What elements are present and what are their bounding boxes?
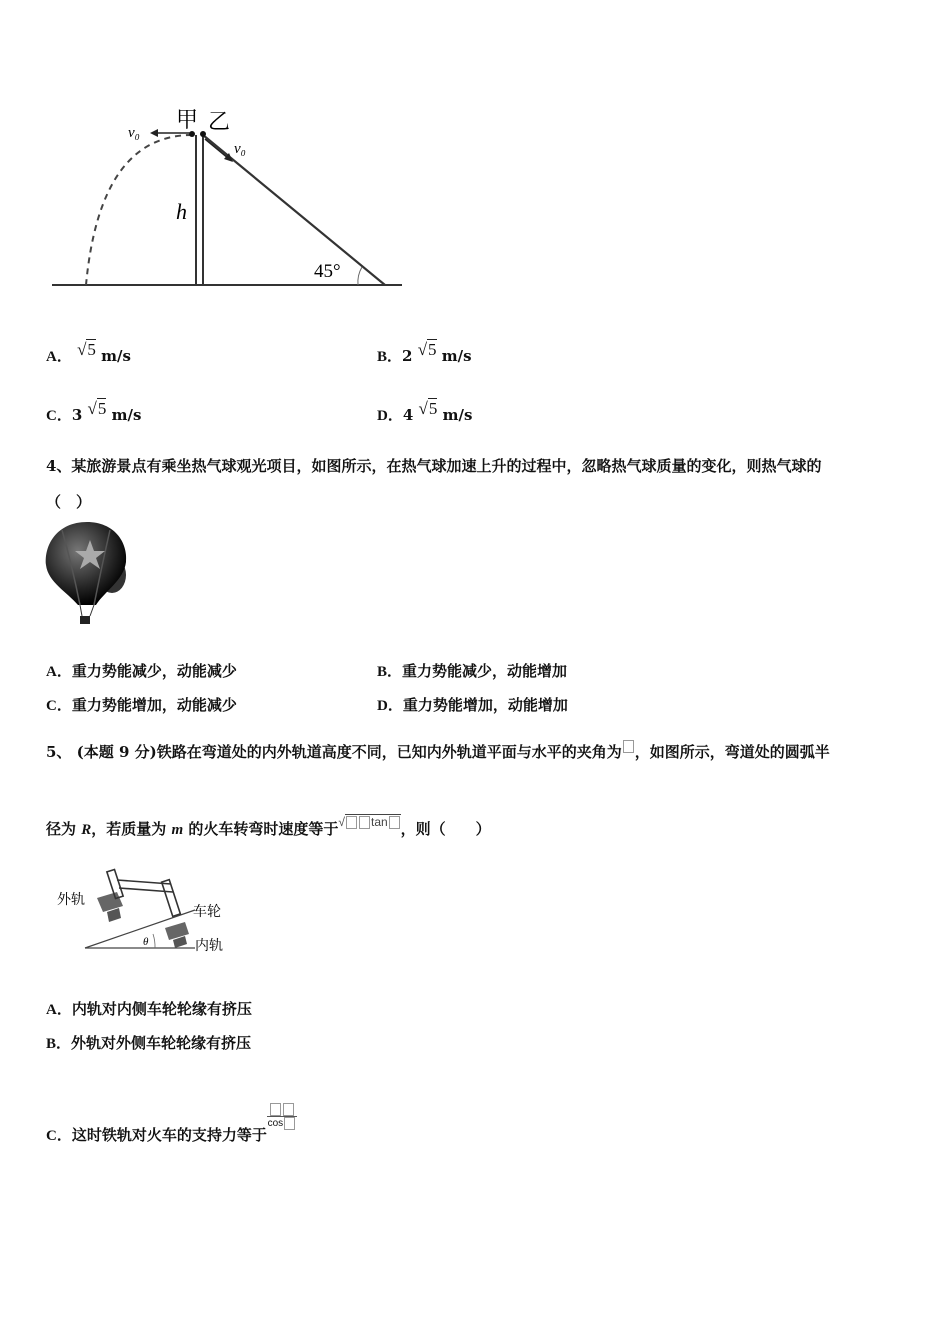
sqrt-symbol: √5 (418, 399, 438, 418)
q4-option-c: C．重力势能增加，动能减少 (46, 696, 237, 714)
missing-glyph-icon (284, 1117, 295, 1130)
q4-option-d: D．重力势能增加，动能增加 (377, 696, 568, 714)
missing-glyph-icon (346, 816, 357, 829)
label-theta: θ (143, 936, 149, 948)
q4-paren: （ ） (46, 493, 92, 511)
label-jia: 甲 (176, 108, 199, 133)
option-c: C．3 √5 m/s (46, 399, 142, 424)
option-b: B．2 √5 m/s (377, 340, 472, 365)
missing-glyph-icon (283, 1103, 294, 1116)
q5-option-a: A．内轨对内侧车轮轮缘有挤压 (46, 1000, 252, 1018)
sqrt-symbol: √5 (87, 399, 107, 418)
option-d: D．4 √5 m/s (377, 399, 473, 424)
q4-stem: 4、某旅游景点有乘坐热气球观光项目，如图所示，在热气球加速上升的过程中，忽略热气球质量的变化，则热气球的 (46, 457, 822, 475)
sqrt-symbol: √5 (77, 340, 96, 359)
projectile-incline-figure (40, 95, 420, 300)
q4-option-a: A．重力势能减少，动能减少 (46, 662, 237, 680)
q5-option-b: B．外轨对外侧车轮轮缘有挤压 (46, 1034, 252, 1052)
missing-glyph-icon (389, 816, 400, 829)
fraction-formula: cos (267, 1103, 297, 1130)
rail-banking-figure (55, 862, 240, 957)
q4-option-b: B．重力势能减少，动能增加 (377, 662, 568, 680)
missing-glyph-icon (270, 1103, 281, 1116)
label-v0-left: v₀ (128, 125, 140, 141)
option-a: A． √5 m/s (46, 340, 131, 365)
missing-glyph-icon (359, 816, 370, 829)
sqrt-formula: √ tan (338, 814, 400, 829)
label-yi: 乙 (208, 110, 231, 135)
missing-glyph-icon (623, 740, 634, 753)
sqrt-symbol: √5 (417, 340, 437, 359)
q5-stem-line2: 径为 R，若质量为 m 的火车转弯时速度等于$^{√ tan}$ ，则（ ） (46, 815, 491, 838)
label-outer-rail: 外轨 (57, 892, 85, 908)
label-v0-right: v₀ (234, 141, 246, 157)
q5-option-c: C．这时铁轨对火车的支持力等于 cos (46, 1103, 297, 1145)
q5-stem-line1: 5、 (本题 9 分)铁路在弯道处的内外轨道高度不同，已知内外轨道平面与水平的夹角为 ，如图所示，弯道处的圆弧半 (46, 740, 830, 762)
hot-air-balloon-image (42, 520, 132, 628)
label-angle: 45° (314, 261, 341, 282)
label-wheel: 车轮 (193, 904, 221, 920)
label-h: h (176, 199, 187, 224)
label-inner-rail: 内轨 (195, 938, 223, 954)
